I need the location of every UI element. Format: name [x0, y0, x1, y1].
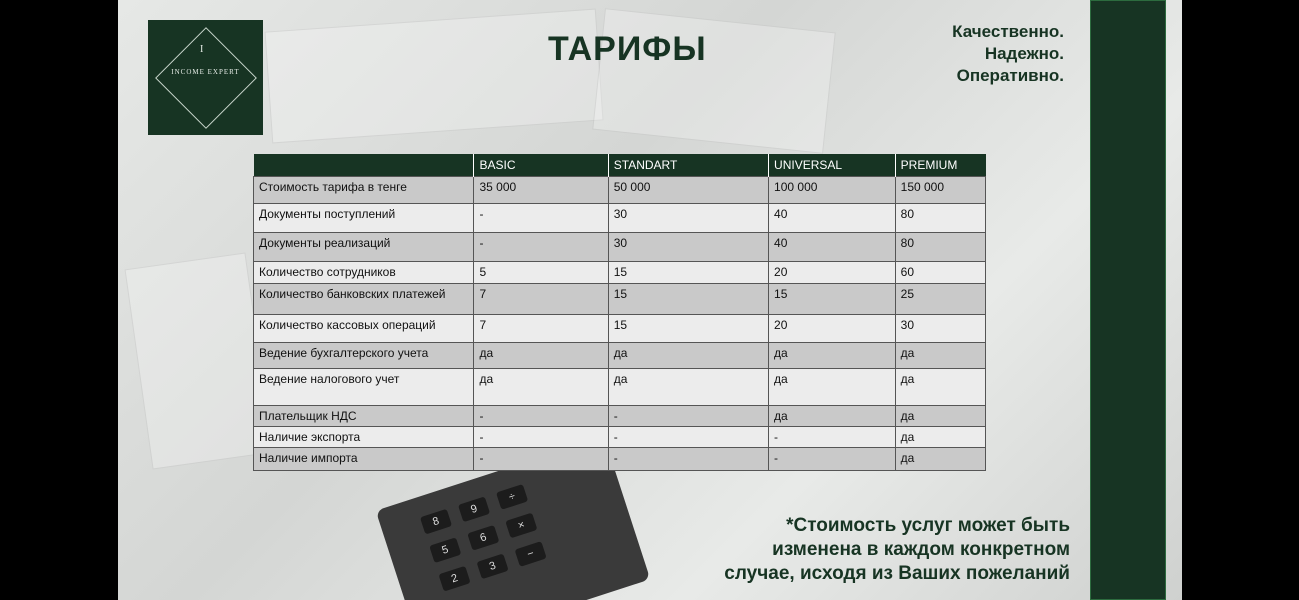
page-title: ТАРИФЫ [548, 30, 707, 68]
table-cell: да [608, 343, 768, 369]
footnote-line: *Стоимость услуг может быть [786, 515, 1070, 536]
footnote-line: изменена в каждом конкретном [772, 539, 1070, 560]
logo-diamond [155, 27, 257, 129]
background-banknote [125, 252, 274, 469]
table-row [254, 343, 986, 369]
row-label: Наличие экспорта [254, 427, 474, 448]
background-calculator: 8 9 ÷ 5 6 × 2 3 − [376, 437, 651, 600]
tagline-line: Качественно. [952, 22, 1064, 41]
table-cell: - [474, 427, 608, 448]
column-header-universal: UNIVERSAL [769, 154, 896, 177]
table-row [254, 233, 986, 262]
table-cell: - [608, 448, 768, 471]
row-label: Документы поступлений [254, 204, 474, 233]
column-header-premium: PREMIUM [895, 154, 985, 177]
table-cell: 30 [608, 233, 768, 262]
table-cell: 30 [608, 204, 768, 233]
column-header-standart: STANDART [608, 154, 768, 177]
table-row [254, 177, 986, 204]
column-header-basic: BASIC [474, 154, 608, 177]
table-cell: 35 000 [474, 177, 608, 204]
table-cell: 20 [769, 315, 896, 343]
table-cell: - [769, 448, 896, 471]
table-cell: да [474, 343, 608, 369]
row-label: Количество сотрудников [254, 262, 474, 284]
table-cell: 40 [769, 233, 896, 262]
table-cell: 7 [474, 284, 608, 315]
logo-mark: I [200, 44, 204, 55]
table-cell: да [895, 343, 985, 369]
row-label: Ведение бухгалтерского учета [254, 343, 474, 369]
row-label: Документы реализаций [254, 233, 474, 262]
table-cell: 5 [474, 262, 608, 284]
table-cell: 25 [895, 284, 985, 315]
presentation-slide [118, 0, 1182, 600]
row-label: Плательщик НДС [254, 406, 474, 427]
table-row [254, 369, 986, 406]
column-header [254, 154, 474, 177]
table-cell: 30 [895, 315, 985, 343]
tagline-line: Надежно. [984, 44, 1064, 63]
row-label: Стоимость тарифа в тенге [254, 177, 474, 204]
table-cell: да [895, 427, 985, 448]
table-cell: - [608, 406, 768, 427]
table-cell: да [895, 406, 985, 427]
table-row [254, 284, 986, 315]
table-header-row [254, 154, 986, 177]
tagline-line: Оперативно. [956, 66, 1064, 85]
background-banknote [264, 9, 603, 144]
table-cell: да [895, 369, 985, 406]
table-cell: да [895, 448, 985, 471]
table-cell: да [608, 369, 768, 406]
table-cell: - [474, 204, 608, 233]
table-cell: 15 [608, 284, 768, 315]
table-cell: 50 000 [608, 177, 768, 204]
company-logo [148, 20, 263, 135]
row-label: Количество кассовых операций [254, 315, 474, 343]
table-cell: 15 [608, 315, 768, 343]
table-cell: 7 [474, 315, 608, 343]
table-row [254, 262, 986, 284]
side-accent-bar [1090, 0, 1166, 600]
table-row [254, 204, 986, 233]
row-label: Наличие импорта [254, 448, 474, 471]
pricing-footnote [724, 514, 1070, 586]
table-cell: да [769, 406, 896, 427]
table-cell: 100 000 [769, 177, 896, 204]
table-cell: - [474, 233, 608, 262]
table-cell: 15 [769, 284, 896, 315]
table-row [254, 448, 986, 471]
table-cell: 80 [895, 233, 985, 262]
table-cell: 80 [895, 204, 985, 233]
tariffs-table [253, 154, 986, 471]
table-row [254, 315, 986, 343]
table-cell: 40 [769, 204, 896, 233]
table-cell: 60 [895, 262, 985, 284]
footnote-line: случае, исходя из Ваших пожеланий [724, 563, 1070, 584]
tagline [952, 21, 1064, 87]
table-cell: да [474, 369, 608, 406]
table-cell: - [769, 427, 896, 448]
table-cell: 20 [769, 262, 896, 284]
table-cell: - [608, 427, 768, 448]
row-label: Ведение налогового учет [254, 369, 474, 406]
table-cell: 150 000 [895, 177, 985, 204]
row-label: Количество банковских платежей [254, 284, 474, 315]
table-cell: - [474, 448, 608, 471]
logo-brand-text: INCOME EXPERT [171, 68, 240, 76]
table-row [254, 406, 986, 427]
table-cell: да [769, 369, 896, 406]
table-cell: - [474, 406, 608, 427]
table-cell: 15 [608, 262, 768, 284]
table-row [254, 427, 986, 448]
table-cell: да [769, 343, 896, 369]
